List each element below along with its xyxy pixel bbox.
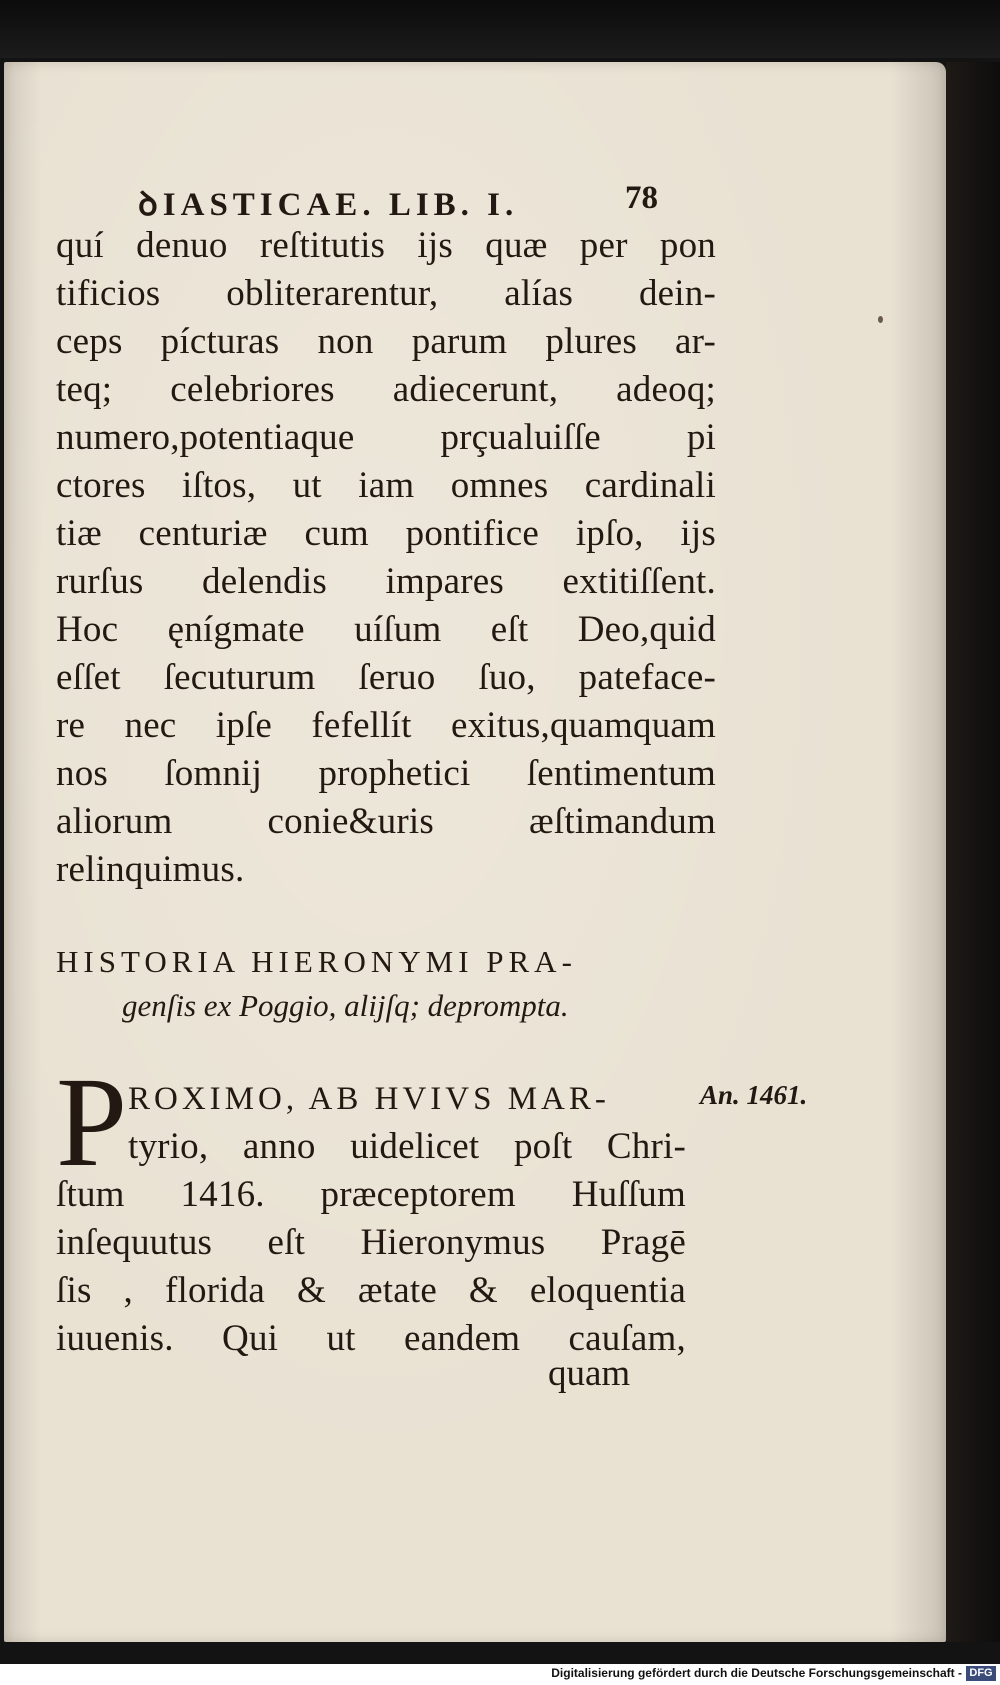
text-line: aliorum conie&uris æſtimandum bbox=[56, 801, 716, 842]
text-line: ctores iſtos, ut iam omnes cardinali bbox=[56, 465, 716, 506]
running-head bbox=[138, 180, 658, 225]
text-line: relinquimus. bbox=[56, 849, 245, 890]
footer-credit: Digitalisierung gefördert durch die Deutsche Forschungsgemeinschaft - bbox=[551, 1666, 962, 1680]
catchword: quam bbox=[548, 1353, 631, 1394]
text-line: tyrio, anno uidelicet poſt Chri- bbox=[128, 1126, 686, 1167]
text-line: re nec ipſe fefellít exitus,quamquam bbox=[56, 705, 716, 746]
text-line: ſtum 1416. præceptorem Huſſum bbox=[56, 1174, 686, 1215]
page-edge-shadow bbox=[946, 62, 1000, 1642]
dfg-logo: DFG bbox=[966, 1666, 996, 1681]
text-line: ceps pícturas non parum plures ar- bbox=[56, 321, 716, 362]
running-head-title: ꝺIASTICAE. LIB. I. bbox=[138, 187, 519, 223]
opening-small-caps: ROXIMO, AB HVIVS MAR- bbox=[128, 1081, 610, 1117]
text-line: tificios obliterarentur, alías dein- bbox=[56, 273, 716, 314]
text-line: rurſus delendis impares extitiſſent. bbox=[56, 561, 716, 602]
body-paragraph bbox=[56, 222, 716, 894]
marginal-note: An. 1461. bbox=[700, 1080, 808, 1110]
paper-speck bbox=[878, 316, 883, 323]
text-line: Hoc ęnígmate uíſum eſt Deo,quid bbox=[56, 609, 716, 650]
scan-top-border bbox=[0, 0, 1000, 58]
section-heading-title: HISTORIA HIERONYMI PRA- bbox=[56, 944, 577, 979]
text-line: teq; celebriores adiecerunt, adeoq; bbox=[56, 369, 716, 410]
paragraph-lines bbox=[56, 1171, 686, 1363]
text-line: inſequutus eſt Hieronymus Pragē bbox=[56, 1222, 686, 1263]
text-line: ſis , florida & ætate & eloquentia bbox=[56, 1270, 686, 1311]
digitization-footer bbox=[0, 1664, 1000, 1685]
text-line: iuuenis. Qui ut eandem cauſam, bbox=[56, 1318, 686, 1359]
folio-number: 78 bbox=[625, 180, 658, 216]
section-heading bbox=[56, 940, 676, 1028]
text-line: eſſet ſecuturum ſeruo ſuo, pateface- bbox=[56, 657, 716, 698]
text-line: quí denuo reſtitutis ijs quæ per pon bbox=[56, 225, 716, 266]
text-line: numero,potentiaque prçualuiſſe pi bbox=[56, 417, 716, 458]
drop-capital: P bbox=[56, 1051, 128, 1193]
section-heading-subtitle: genſis ex Poggio, alijſq; deprompta. bbox=[122, 988, 569, 1023]
text-line: tiæ centuriæ cum pontifice ipſo, ijs bbox=[56, 513, 716, 554]
text-line: nos ſomnij prophetici ſentimentum bbox=[56, 753, 716, 794]
